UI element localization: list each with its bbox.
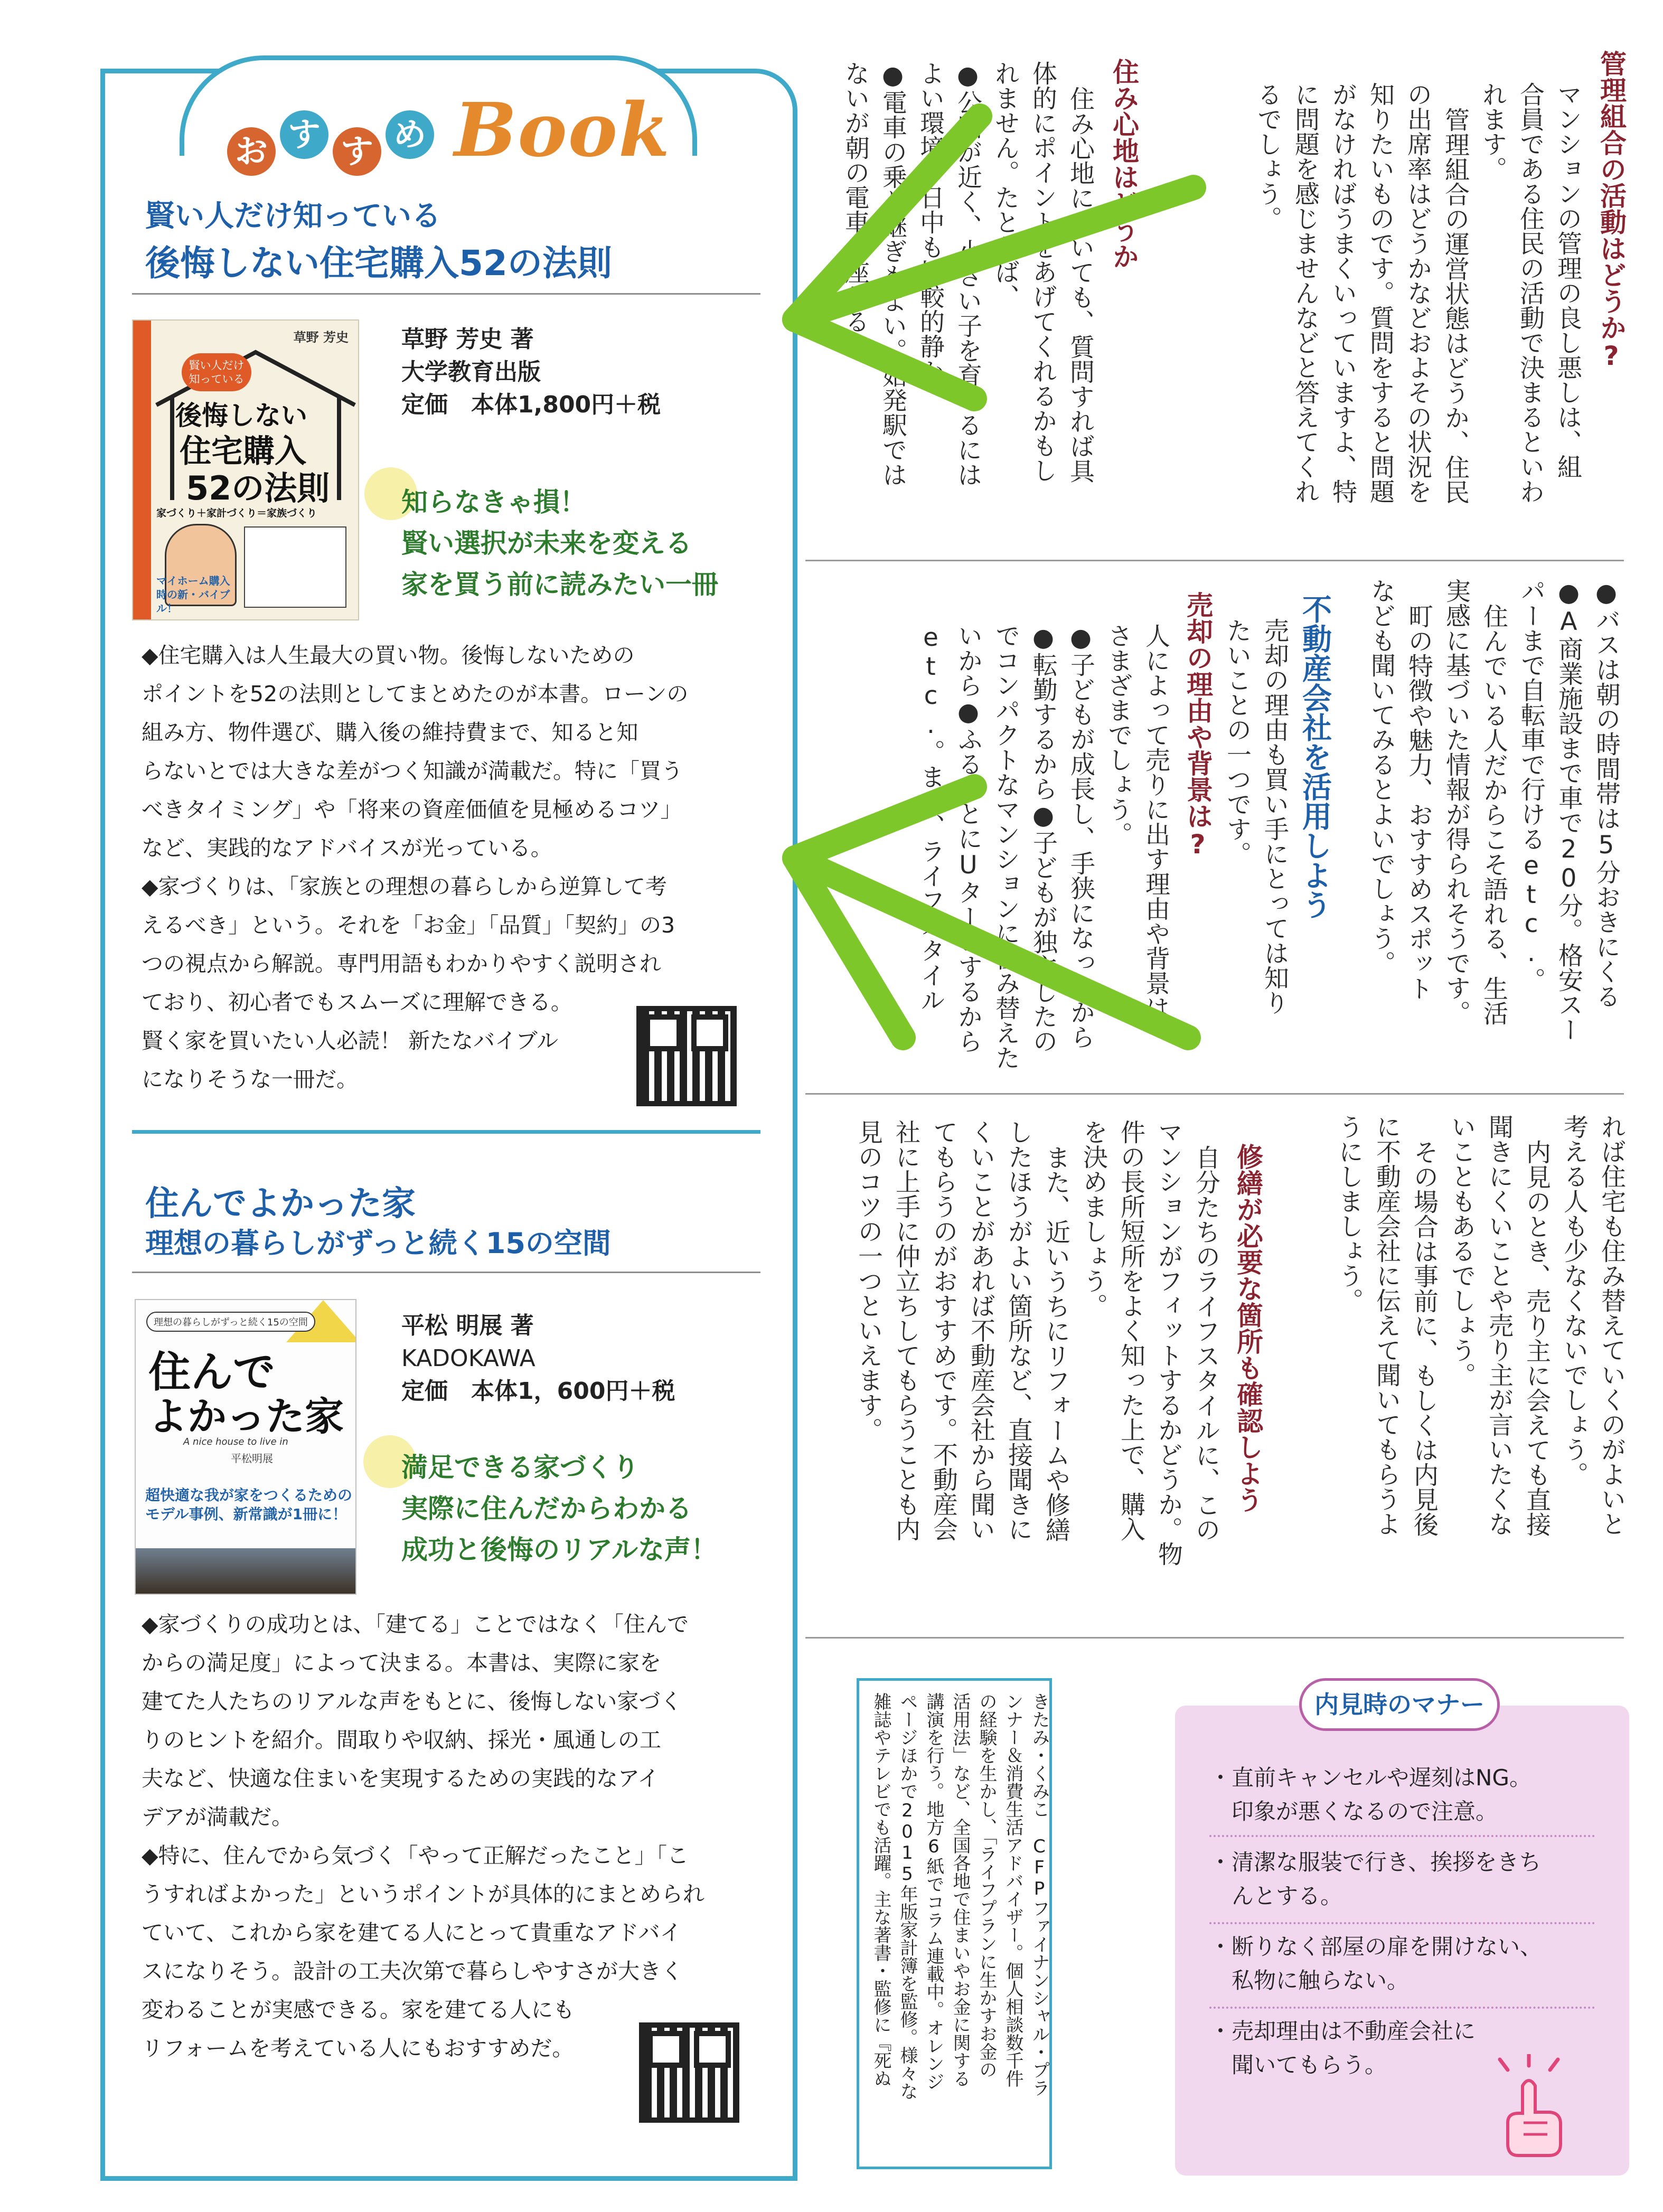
article-fudosan-body xyxy=(1218,618,1293,1067)
article-baikyaku-body xyxy=(912,623,1175,1072)
book2-cover-tagline-2: モデル事例、新常識が1冊に！ xyxy=(145,1505,347,1523)
book1-review-line: らないとでは大きな差がつく知識が満載だ。特に「買う xyxy=(142,758,683,784)
article-line: に不動産会社に伝えて聞いてもらうよ xyxy=(1372,1114,1401,1536)
article-line: いこともあるでしょう。 xyxy=(1447,1114,1476,1387)
book1-cover-bottom-text: マイホーム購入時の新・バイブル！ xyxy=(156,575,230,615)
article-line: の出席率はどうかなどおよその状況を xyxy=(1403,82,1432,504)
book2-title-line2: 理想の暮らしがずっと続く15の空間 xyxy=(145,1227,611,1260)
article-line: いから●ふるさとにUターンするから xyxy=(954,623,983,1053)
column-divider-1 xyxy=(805,560,1624,561)
article-line: たいことの一つです。 xyxy=(1223,618,1252,866)
book2-cover-subtitle: A nice house to live in xyxy=(183,1436,288,1447)
article-line: 管理組合の運営状態はどうか、住民 xyxy=(1441,107,1470,504)
book2-cover-photo xyxy=(136,1548,356,1595)
book2-divider xyxy=(132,1272,760,1273)
book2-review-line: うすればよかった」というポイントが具体的にまとめられ xyxy=(142,1881,704,1907)
book2-qr-code[interactable] xyxy=(639,2022,739,2123)
book1-cover-badge: 賢い人だけ知っている xyxy=(182,353,251,391)
article-line: でコンパクトなマンションに住み替えた xyxy=(991,623,1020,1070)
section-heading-kanri: 管理組合の活動はどうか? xyxy=(1596,50,1627,371)
manner-item-line: 印象が悪くなるので注意。 xyxy=(1209,1799,1498,1824)
book-section-divider xyxy=(132,1130,760,1134)
article-line: うにしましょう。 xyxy=(1335,1114,1364,1313)
book1-review-line: など、実践的なアドバイスが光っている。 xyxy=(142,835,552,861)
article-line: また、近いうちにリフォームや修繕 xyxy=(1041,1145,1070,1542)
book1-cover-title-1: 後悔しない xyxy=(175,400,307,431)
book2-author: 平松 明展 著 xyxy=(401,1312,534,1339)
osusume-letter-1: お xyxy=(227,127,276,176)
book1-cover-title-3: 52の法則 xyxy=(186,469,330,507)
manner-item-line: ・売却理由は不動産会社に xyxy=(1209,2018,1476,2044)
osusume-letter-3: す xyxy=(333,127,381,176)
book1-review xyxy=(142,636,688,1099)
section-heading-sumigokochi: 住み心地はどうか xyxy=(1108,58,1139,269)
article-line: 売却の理由も買い手にとっては知り xyxy=(1260,618,1289,1015)
article-shuzen-body xyxy=(850,1119,1225,1621)
book2-review-line: リフォームを考えている人にもおすすめだ。 xyxy=(142,2036,574,2061)
book1-catch-2: 賢い選択が未来を変える xyxy=(401,528,692,559)
book1-author: 草野 芳史 著 xyxy=(401,326,534,353)
author-profile-box xyxy=(857,1678,1052,2169)
book1-cover-tagline: 家づくり＋家計づくり＝家族づくり xyxy=(156,507,317,519)
book2-review-line: からの満足度」によって決まる。本書は、実際に家を xyxy=(142,1650,661,1676)
article-line: etc.。また、ライフスタイル xyxy=(916,623,945,1012)
article-line: 合員である住民の活動で決まるといわ xyxy=(1516,82,1545,504)
article-line: 体的にポイントをあげてくれるかもし xyxy=(1028,61,1057,483)
book1-cover-info-box xyxy=(244,526,346,608)
book1-review-line: になりそうな一冊だ。 xyxy=(142,1067,358,1092)
section-heading-shuzen: 修繕が必要な箇所も確認しよう xyxy=(1233,1143,1263,1513)
manner-item-line: ・直前キャンセルや遅刻はNG。 xyxy=(1209,1765,1532,1791)
book1-cover xyxy=(132,319,359,620)
article-line: ●バスは朝の時間帯は5分おきにくる xyxy=(1592,578,1621,1009)
book2-review-line: 変わることが実感できる。家を建てる人にも xyxy=(142,1997,575,2022)
book2-review-line: ◆特に、住んでから気づく「やって正解だったこと」「こ xyxy=(142,1843,689,1868)
profile-line: 活用法」など、全国各地で住まいやお金に関する xyxy=(950,1692,971,2087)
osusume-letter-2: す xyxy=(280,110,328,159)
manner-separator xyxy=(1209,1835,1595,1837)
article-line: したほうがよい箇所など、直接聞きに xyxy=(1004,1119,1033,1541)
article-line: その場合は事前に、もしくは内見後 xyxy=(1410,1140,1439,1537)
article-line: さまざまでしょう。 xyxy=(1104,623,1133,846)
article-line: 町の特徴や魅力、おすすめスポット xyxy=(1404,604,1433,1001)
osusume-letter-4: め xyxy=(386,110,434,159)
book1-divider xyxy=(132,293,760,295)
book1-review-line: ており、初心者でもスムーズに理解できる。 xyxy=(142,990,572,1015)
profile-line: 雑誌やテレビでも活躍。主な著書・監修に『死ぬ xyxy=(870,1692,891,2087)
article-line: 聞きにくいことや売り主が言いたくな xyxy=(1485,1114,1514,1536)
book1-publisher: 大学教育出版 xyxy=(401,359,541,385)
manner-item-line: 聞いてもらう。 xyxy=(1209,2052,1387,2078)
article-line: 住み心地についても、質問すれば具 xyxy=(1066,86,1095,483)
pointing-hand-icon xyxy=(1487,2054,1571,2160)
book2-catch-1: 満足できる家づくり xyxy=(401,1452,639,1483)
book2-price: 定価 本体1，600円＋税 xyxy=(401,1378,675,1405)
article-line: 知りたいものです。質問をすると問題 xyxy=(1366,82,1395,504)
article-line: れば住宅も住み替えていくのがよいと xyxy=(1597,1114,1626,1536)
book1-catch-3: 家を買う前に読みたい一冊 xyxy=(401,569,718,600)
manner-item-line: ・断りなく部屋の扉を開けない、 xyxy=(1209,1934,1543,1960)
section-heading-baikyaku: 売却の理由や背景は? xyxy=(1182,591,1213,860)
manner-separator xyxy=(1209,2007,1595,2009)
book2-cover-title-1: 住んで xyxy=(148,1348,275,1397)
article-line: 住んでいる人だからこそ語れる、生活 xyxy=(1479,604,1508,1025)
book2-catch-3: 成功と後悔のリアルな声！ xyxy=(401,1535,717,1565)
book2-review xyxy=(142,1605,704,2068)
article-line: ●A商業施設まで車で20分。格安スー xyxy=(1554,578,1583,1042)
book1-review-line: ◆住宅購入は人生最大の買い物。後悔しないための xyxy=(142,643,635,668)
article-line: ●公園が近く、小さい子を育てるには xyxy=(953,61,982,487)
column-divider-2 xyxy=(805,1093,1624,1095)
article-line: マンションの管理の良し悪しは、組 xyxy=(1553,82,1582,479)
book2-title-line1: 住んでよかった家 xyxy=(145,1184,416,1223)
article-line: がなければうまくいっていますよ、特 xyxy=(1328,82,1357,504)
article-line: なども聞いてみるとよいでしょう。 xyxy=(1367,578,1396,975)
article-bus-body xyxy=(1363,578,1625,1080)
article-line: 見のコツの一つといえます。 xyxy=(854,1119,883,1442)
manner-item-4 xyxy=(1209,2015,1476,2082)
article-line: マンションがフィットするかどうか。物 xyxy=(1154,1119,1183,1566)
manner-item-line: 私物に触らない。 xyxy=(1209,1968,1410,1993)
article-line: 人によって売りに出す理由や背景は xyxy=(1141,623,1170,1020)
manner-item-line: ・清潔な服装で行き、挨拶をきち xyxy=(1209,1849,1542,1875)
book1-cover-title-2: 住宅購入 xyxy=(180,433,306,470)
book2-cover-title-2: よかった家 xyxy=(148,1394,344,1439)
article-line: に問題を感じませんなどと答えてくれ xyxy=(1291,82,1320,504)
article-line: 自分たちのライフスタイルに、この xyxy=(1191,1145,1220,1542)
book1-cover-author: 草野 芳史 xyxy=(293,330,349,345)
book1-review-line: つの視点から解説。専門用語もわかりやすく説明され xyxy=(142,951,661,976)
book2-review-line: ◆家づくりの成功とは、「建てる」ことではなく「住んで xyxy=(142,1612,689,1637)
book1-title-line2: 後悔しない住宅購入52の法則 xyxy=(145,243,612,284)
book2-cover xyxy=(135,1299,356,1595)
article-line: を決めましょう。 xyxy=(1079,1119,1108,1318)
book1-review-line: 組み方、物件選び、購入後の維持費まで、知ると知 xyxy=(142,720,638,745)
manner-separator xyxy=(1209,1922,1595,1924)
article-line: 社に上手に仲立ちしてもらうことも内 xyxy=(891,1119,920,1541)
article-line: れません。たとえば、 xyxy=(991,61,1020,309)
book-word-logo: Book xyxy=(454,87,671,174)
book1-review-line: ポイントを52の法則としてまとめたのが本書。ローンの xyxy=(142,681,689,707)
article-line: てもらうのがおすすめです。不動産会 xyxy=(929,1119,958,1541)
book1-review-line: ◆家づくりは、「家族との理想の暮らしから逆算して考 xyxy=(142,874,668,899)
article-line: ●子どもが成長し、手狭になったから xyxy=(1066,623,1095,1049)
article-line: 件の長所短所をよく知った上で、購入 xyxy=(1116,1119,1145,1541)
book1-review-line: 賢く家を買いたい人必読！ 新たなバイブル xyxy=(142,1028,559,1053)
column-divider-3 xyxy=(805,1637,1624,1639)
article-line: くいことがあれば不動産会社から聞い xyxy=(966,1119,995,1541)
article-continuation-body xyxy=(1330,1114,1630,1621)
article-line: るでしょう。 xyxy=(1253,82,1282,231)
book2-review-line: りのヒントを紹介。間取りや収納、採光・風通しの工 xyxy=(142,1727,661,1753)
profile-line: の経験を生かし、「ライフプランに生かすお金の xyxy=(976,1692,997,2078)
profile-line: 講演を行う。地方6紙でコラム連載中。オレンジ xyxy=(923,1692,944,2091)
article-sumigokochi-body xyxy=(837,61,1099,536)
article-line: 考える人も少なくないでしょう。 xyxy=(1559,1114,1589,1486)
osusume-badge xyxy=(227,114,449,182)
profile-line: きたみ・くみこ CFPファイナンシャル・プラ xyxy=(1029,1692,1050,2097)
profile-line: ページほかで2015年版家計簿を監修。様々な xyxy=(897,1692,918,2100)
book1-review-line: べきタイミング」や「将来の資産価値を見極めるコツ」 xyxy=(142,797,682,822)
book2-publisher: KADOKAWA xyxy=(401,1345,535,1372)
article-line: よい環境。日中も比較的静か。 xyxy=(916,61,945,408)
article-line: ないが朝の電車も座れる xyxy=(841,61,870,334)
book2-review-line: ていて、これから家を建てる人にとって貴重なアドバイ xyxy=(142,1920,682,1945)
viewing-manners-title: 内見時のマナー xyxy=(1299,1678,1500,1731)
book2-review-line: 夫など、快適な住まいを実現するための実践的なアイ xyxy=(142,1766,660,1791)
book2-catch-2: 実際に住んだからわかる xyxy=(401,1493,692,1524)
article-line: パーまで自転車で行けるetc.。 xyxy=(1517,578,1546,992)
book2-review-line: 建てた人たちのリアルな声をもとに、後悔しない家づく xyxy=(142,1689,682,1714)
book2-review-line: デアが満載だ。 xyxy=(142,1804,293,1830)
book2-cover-badge: 理想の暮らしがずっと続く15の空間 xyxy=(146,1312,315,1332)
book1-price: 定価 本体1,800円＋税 xyxy=(401,391,661,418)
section-heading-fudosan: 不動産会社を活用しよう xyxy=(1298,594,1332,919)
manner-item-1 xyxy=(1209,1761,1532,1829)
book2-cover-tagline-1: 超快適な我が家をつくるための xyxy=(145,1486,353,1504)
article-line: ●電車の乗り継ぎもよい。始発駅では xyxy=(878,61,907,487)
book1-title-line1: 賢い人だけ知っている xyxy=(145,199,441,233)
author-profile-text xyxy=(868,1692,1053,2157)
article-line: 内見のとき、売り主に会えても直接 xyxy=(1522,1140,1551,1537)
article-line: れます。 xyxy=(1478,82,1507,181)
book1-qr-code[interactable] xyxy=(636,1006,737,1106)
manner-item-3 xyxy=(1209,1930,1542,1998)
book2-cover-author: 平松明展 xyxy=(231,1452,273,1465)
book1-catch-1: 知らなきゃ損！ xyxy=(401,487,586,517)
book2-review-line: スになりそう。設計の工夫次第で暮らしやすさが大きく xyxy=(142,1959,683,1984)
book1-review-line: えるべき」という。それを「お金」「品質」「契約」の3 xyxy=(142,912,675,938)
book1-cover-side-stripe xyxy=(133,321,151,620)
article-kanri-body xyxy=(1249,82,1586,557)
manner-item-2 xyxy=(1209,1846,1541,1913)
profile-line: ンナー＆消費生活アドバイザー。個人相談数千件 xyxy=(1002,1692,1023,2087)
article-line: 実感に基づいた情報が得られそうです。 xyxy=(1442,578,1471,1025)
article-line: ●転勤するから●子どもが独立したの xyxy=(1029,623,1058,1053)
manner-item-line: んとする。 xyxy=(1209,1883,1343,1909)
